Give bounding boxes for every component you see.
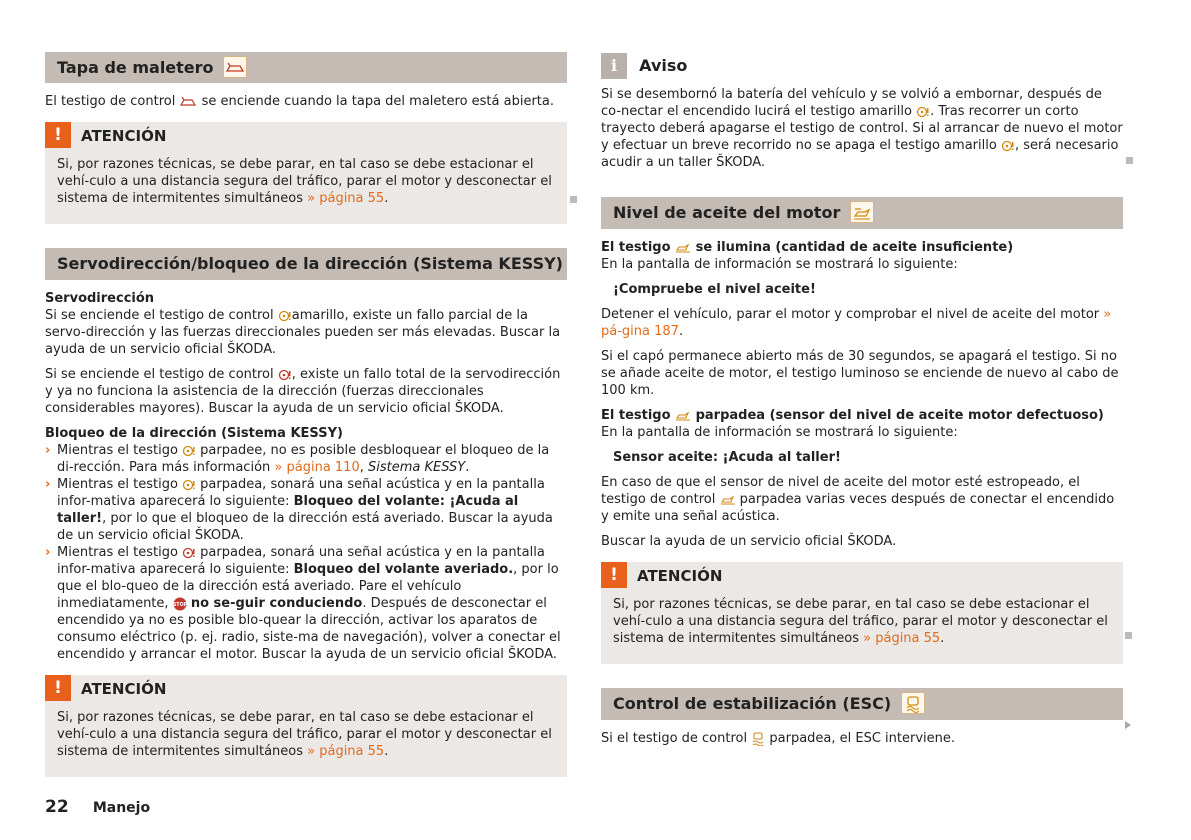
oil-paragraph-4: Buscar la ayuda de un servicio oficial ŠKODA. bbox=[601, 534, 897, 549]
subheading-bloqueo: Bloqueo de la dirección (Sistema KESSY) bbox=[45, 426, 343, 441]
trunk-lid-icon bbox=[179, 96, 197, 108]
page-link[interactable]: » página 55 bbox=[307, 191, 385, 206]
section-header-trunk bbox=[45, 52, 567, 83]
oil-subheading-2: El testigo parpadea (sensor del nivel de aceite motor defectuoso) bbox=[601, 408, 1104, 423]
info-icon: i bbox=[601, 53, 627, 79]
steering-paragraph-2: Si se enciende el testigo de control , existe un fallo total de la servodirección y ya no funciona la asistencia de la dirección (fuerzas direccionales considerables mayores). Buscar la ayuda de un servicio oficial ŠKODA. bbox=[45, 367, 561, 416]
section-end-marker bbox=[1125, 632, 1132, 639]
oil-line-2: En la pantalla de información se mostrará lo siguiente: bbox=[601, 425, 958, 440]
warning-text: Si, por razones técnicas, se debe parar, en tal caso se debe estacionar el vehí-culo a una distancia segura del tráfico, parar el motor y desconectar el sistema de intermitentes simultáneos » página 55. bbox=[57, 157, 552, 206]
page-footer bbox=[45, 799, 150, 817]
section-end-marker bbox=[1126, 157, 1133, 164]
oil-paragraph-3: En caso de que el sensor de nivel de aceite del motor esté estropeado, el testigo de control parpadea varias veces después de conectar el encendido y emite una señal acústica. bbox=[601, 475, 1115, 524]
steering-yellow-icon bbox=[916, 106, 930, 118]
oil-can-icon bbox=[720, 494, 736, 506]
steering-paragraph-1: Si se enciende el testigo de control amarillo, existe un fallo parcial de la servo-dirección y las fuerzas direccionales pueden ser más elevadas. Buscar la ayuda de un servicio oficial ŠKODA. bbox=[45, 308, 561, 357]
steering-yellow-icon bbox=[182, 479, 196, 491]
display-message-2: Sensor aceite: ¡Acuda al taller! bbox=[613, 450, 841, 465]
warning-icon: ! bbox=[45, 675, 71, 701]
warning-text: Si, por razones técnicas, se debe parar, en tal caso se debe estacionar el vehí-culo a una distancia segura del tráfico, parar el motor y desconectar el sistema de intermitentes simultáneos » página 55. bbox=[57, 710, 552, 759]
warning-title: ATENCIÓN bbox=[81, 680, 167, 698]
steering-yellow-icon bbox=[278, 310, 292, 322]
section-end-marker bbox=[570, 196, 577, 203]
esc-paragraph: Si el testigo de control parpadea, el ESC interviene. bbox=[601, 731, 956, 746]
section-header-oil bbox=[601, 197, 1123, 229]
section-title: Nivel de aceite del motor bbox=[613, 203, 841, 222]
warning-box-trunk bbox=[45, 122, 567, 224]
oil-line-1: En la pantalla de información se mostrará lo siguiente: bbox=[601, 257, 958, 272]
aviso-text: Si se desembornó la batería del vehículo y se volvió a embornar, después de co-nectar el encendido lucirá el testigo amarillo . Tras recorrer un corto trayecto deberá apagarse el testigo de control. Si al arrancar de nuevo el motor y efectuar un breve recorrido no se apaga el testigo amarillo , será necesario acudir a un taller ŠKODA. bbox=[601, 87, 1123, 170]
svg-text:STOP: STOP bbox=[172, 602, 187, 608]
warning-box-oil bbox=[601, 562, 1123, 664]
subheading-servodireccion: Servodirección bbox=[45, 291, 155, 306]
oil-paragraph-1: Detener el vehículo, parar el motor y comprobar el nivel de aceite del motor » pá-gina 187. bbox=[601, 307, 1112, 339]
warning-title: ATENCIÓN bbox=[637, 567, 723, 585]
bullet-arrow-icon: › bbox=[45, 443, 51, 458]
aviso-header bbox=[601, 52, 1123, 80]
page-link[interactable]: » pá-gina 187 bbox=[601, 307, 1112, 339]
esc-skid-icon bbox=[751, 732, 765, 746]
trunk-lid-icon bbox=[223, 56, 247, 78]
stop-icon bbox=[173, 597, 187, 611]
oil-paragraph-2: Si el capó permanece abierto más de 30 segundos, se apagará el testigo. Si no se añade aceite de motor, el testigo luminoso se enciende de nuevo al cabo de 100 km. bbox=[601, 349, 1119, 398]
display-message-1: ¡Compruebe el nivel aceite! bbox=[613, 282, 816, 297]
left-column bbox=[45, 52, 567, 777]
page-link[interactable]: » página 55 bbox=[863, 631, 941, 646]
section-title: Tapa de maletero bbox=[57, 58, 214, 77]
warning-title: ATENCIÓN bbox=[81, 127, 167, 145]
chapter-label: Manejo bbox=[92, 800, 151, 816]
list-item: › Mientras el testigo parpadea, sonará una señal acústica y en la pantalla infor-mativa aparecerá lo siguiente: Bloqueo del volante averiado., por lo que el blo-queo de la dirección está averiado. Pare el vehículo inmediatamente, STOP no se-guir conduciendo. Después de desconectar el encendido ya no es posible blo-quear la dirección, activar los aparatos de consumo eléctrico (p. ej. radio, siste-ma de navegación), volver a conectar el encendido y arrancar el motor. Buscar la ayuda de un servicio oficial ŠKODA. bbox=[45, 545, 561, 662]
oil-can-icon bbox=[675, 410, 691, 422]
warning-box-steering bbox=[45, 675, 567, 777]
oil-can-icon bbox=[675, 242, 691, 254]
oil-subheading-1: El testigo se ilumina (cantidad de aceite insuficiente) bbox=[601, 240, 1014, 255]
section-header-steering bbox=[45, 248, 567, 280]
next-page-arrow-icon bbox=[1125, 721, 1131, 729]
bullet-arrow-icon: › bbox=[45, 477, 51, 492]
warning-icon: ! bbox=[45, 122, 71, 148]
page-number: 22 bbox=[45, 797, 69, 817]
right-column bbox=[601, 52, 1123, 747]
page-link[interactable]: » página 55 bbox=[307, 744, 385, 759]
page-link[interactable]: » página 110 bbox=[274, 460, 360, 475]
warning-text: Si, por razones técnicas, se debe parar, en tal caso se debe estacionar el vehí-culo a una distancia segura del tráfico, parar el motor y desconectar el sistema de intermitentes simultáneos » página 55. bbox=[613, 597, 1108, 646]
section-title: Servodirección/bloqueo de la dirección (Sistema KESSY) bbox=[57, 254, 563, 273]
steering-yellow-icon bbox=[1001, 140, 1015, 152]
oil-can-icon bbox=[850, 201, 874, 223]
section-title: Control de estabilización (ESC) bbox=[613, 694, 892, 713]
steering-red-icon bbox=[182, 547, 196, 559]
steering-red-icon bbox=[278, 369, 292, 381]
list-item: › Mientras el testigo parpadee, no es posible desbloquear el bloqueo de la di-rección. Para más información » página 110, Sistema KESSY. bbox=[45, 443, 550, 475]
aviso-title: Aviso bbox=[639, 56, 688, 75]
steering-yellow-icon bbox=[182, 445, 196, 457]
section-header-esc bbox=[601, 688, 1123, 720]
list-item: › Mientras el testigo parpadea, sonará una señal acústica y en la pantalla infor-mativa aparecerá lo siguiente: Bloqueo del volante: ¡Acuda al taller!, por lo que el bloqueo de la dirección está averiado. Buscar la ayuda de un servicio oficial ŠKODA. bbox=[45, 477, 553, 543]
esc-skid-icon bbox=[901, 692, 925, 714]
warning-icon: ! bbox=[601, 562, 627, 588]
bullet-arrow-icon: › bbox=[45, 545, 51, 560]
trunk-paragraph: El testigo de control se enciende cuando la tapa del maletero está abierta. bbox=[45, 94, 554, 109]
